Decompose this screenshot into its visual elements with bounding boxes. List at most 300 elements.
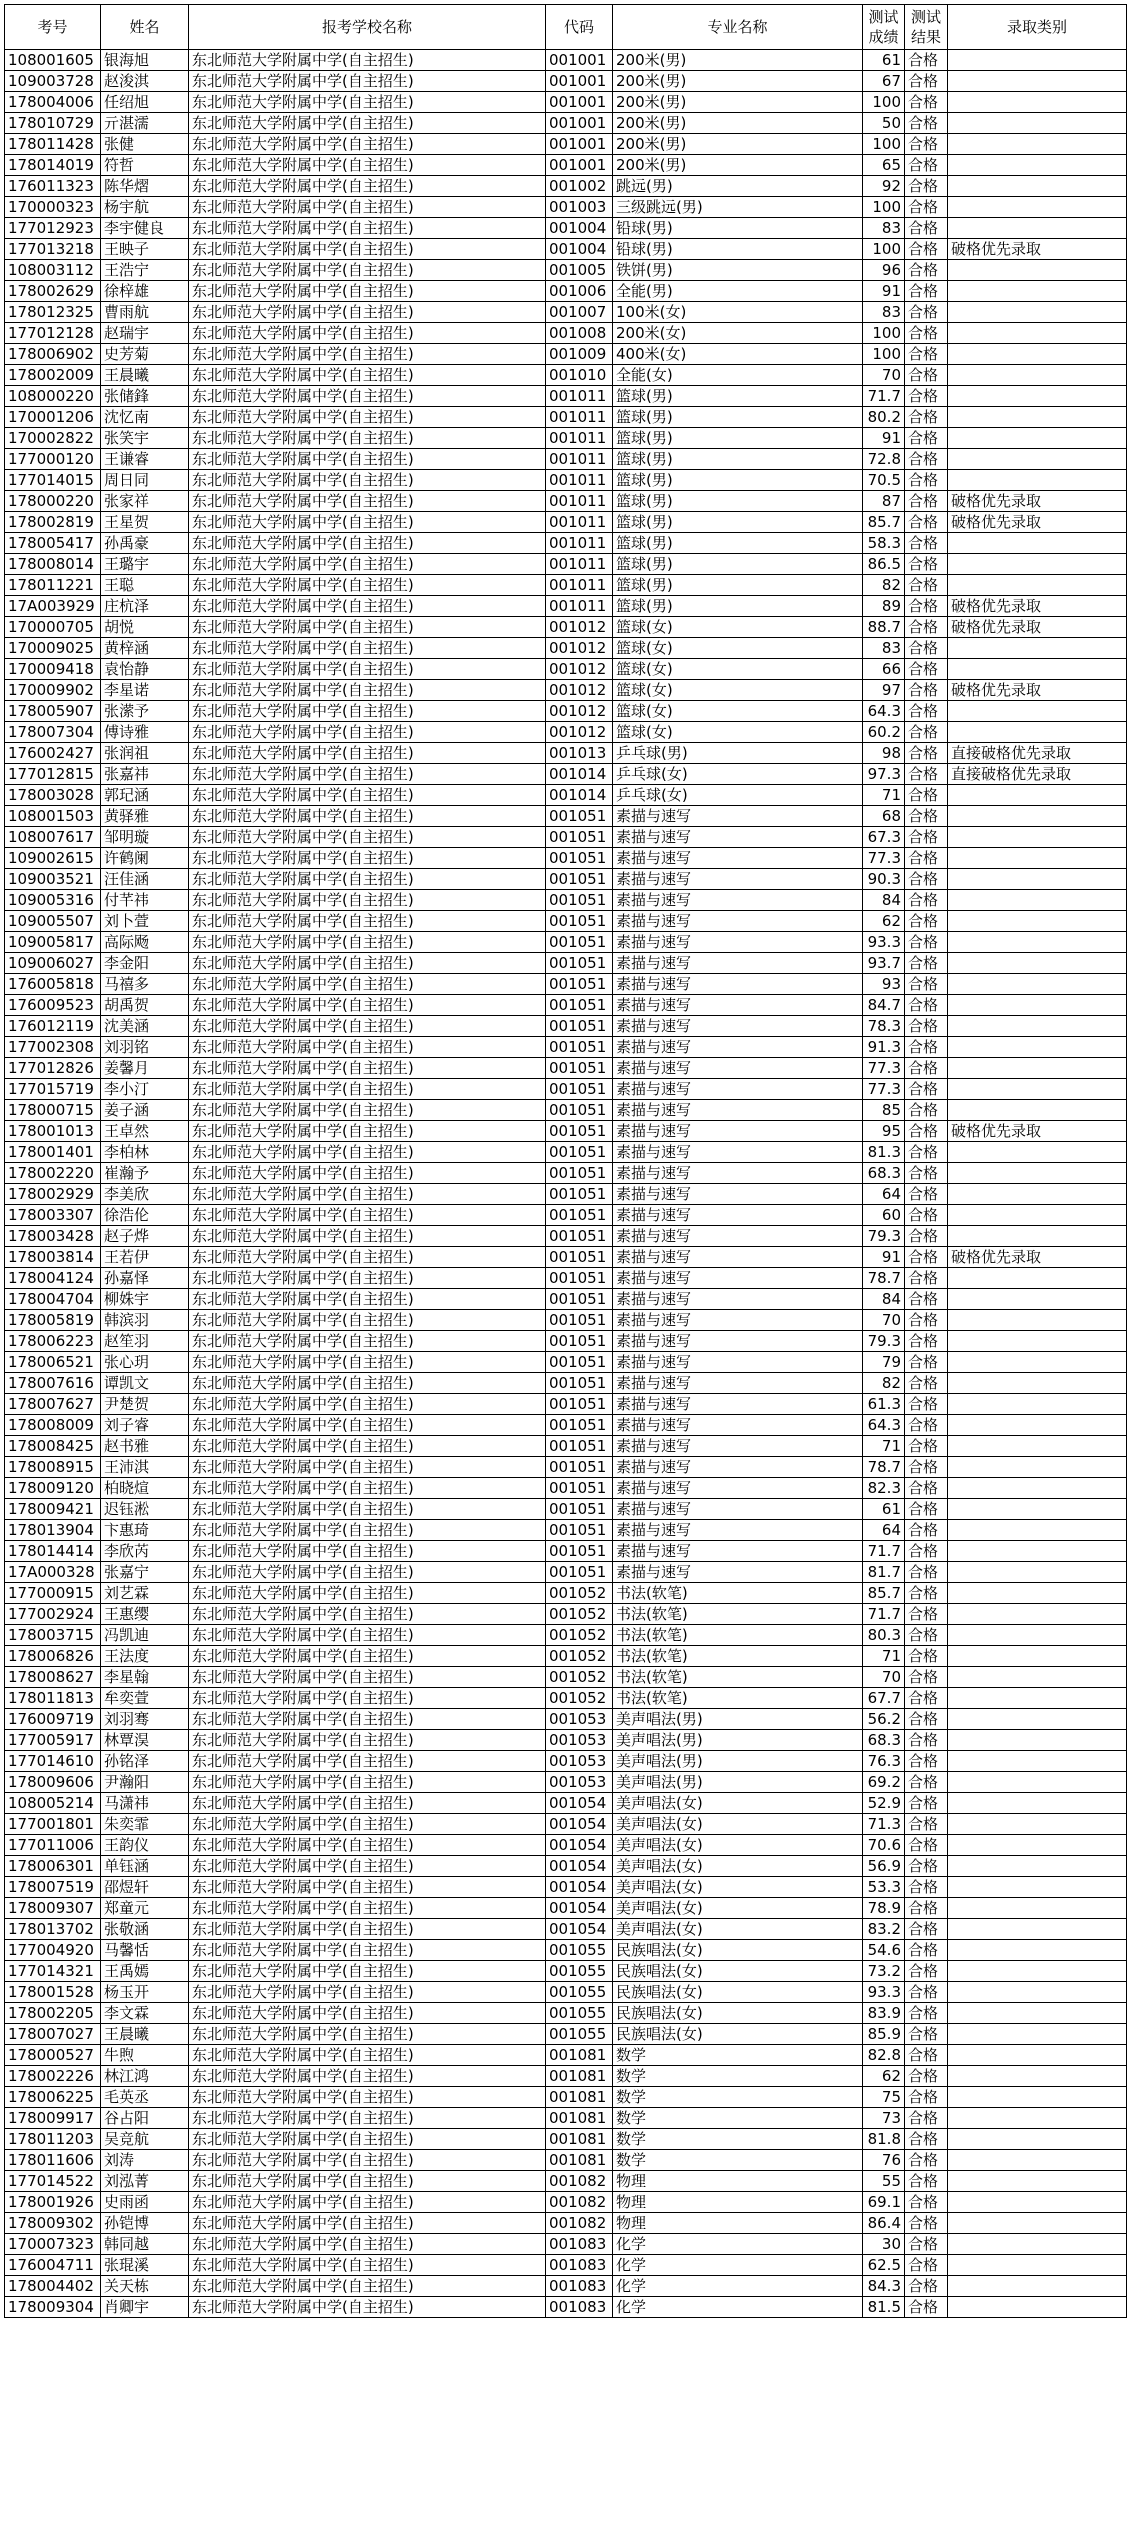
name-cell: 沈忆南 — [101, 407, 189, 428]
result-cell: 合格 — [905, 92, 948, 113]
table-row — [5, 806, 1127, 827]
result-cell: 合格 — [905, 890, 948, 911]
category-cell — [948, 701, 1127, 722]
code-cell: 001051 — [546, 848, 613, 869]
code-cell: 001052 — [546, 1604, 613, 1625]
name-cell: 王谦睿 — [101, 449, 189, 470]
result-cell: 合格 — [905, 1541, 948, 1562]
table-row — [5, 428, 1127, 449]
school-cell: 东北师范大学附属中学(自主招生) — [189, 1121, 546, 1142]
name-cell: 周日同 — [101, 470, 189, 491]
code-cell: 001081 — [546, 2066, 613, 2087]
result-cell: 合格 — [905, 911, 948, 932]
school-cell: 东北师范大学附属中学(自主招生) — [189, 1667, 546, 1688]
result-cell: 合格 — [905, 1751, 948, 1772]
major-cell: 美声唱法(男) — [613, 1751, 863, 1772]
code-cell: 001012 — [546, 638, 613, 659]
code-cell: 001083 — [546, 2297, 613, 2318]
school-cell: 东北师范大学附属中学(自主招生) — [189, 428, 546, 449]
school-cell: 东北师范大学附属中学(自主招生) — [189, 1352, 546, 1373]
name-cell: 马潇祎 — [101, 1793, 189, 1814]
table-row — [5, 2066, 1127, 2087]
major-cell: 素描与速写 — [613, 1310, 863, 1331]
code-cell: 001011 — [546, 449, 613, 470]
category-cell — [948, 2276, 1127, 2297]
major-cell: 素描与速写 — [613, 1457, 863, 1478]
exam-no-cell: 177002924 — [5, 1604, 101, 1625]
name-cell: 史雨函 — [101, 2192, 189, 2213]
major-cell: 篮球(男) — [613, 512, 863, 533]
score-cell: 90.3 — [863, 869, 905, 890]
school-cell: 东北师范大学附属中学(自主招生) — [189, 890, 546, 911]
score-cell: 71.7 — [863, 1604, 905, 1625]
name-cell: 柏晓煊 — [101, 1478, 189, 1499]
category-cell — [948, 806, 1127, 827]
score-cell: 96 — [863, 260, 905, 281]
school-cell: 东北师范大学附属中学(自主招生) — [189, 1730, 546, 1751]
result-cell: 合格 — [905, 1646, 948, 1667]
major-cell: 素描与速写 — [613, 1079, 863, 1100]
score-cell: 91 — [863, 428, 905, 449]
exam-no-cell: 108003112 — [5, 260, 101, 281]
result-cell: 合格 — [905, 134, 948, 155]
result-cell: 合格 — [905, 722, 948, 743]
table-row — [5, 953, 1127, 974]
name-cell: 刘卜萱 — [101, 911, 189, 932]
name-cell: 韩滨羽 — [101, 1310, 189, 1331]
table-row — [5, 1352, 1127, 1373]
name-cell: 黄梓涵 — [101, 638, 189, 659]
school-cell: 东北师范大学附属中学(自主招生) — [189, 1247, 546, 1268]
exam-no-cell: 178007627 — [5, 1394, 101, 1415]
score-cell: 77.3 — [863, 848, 905, 869]
school-cell: 东北师范大学附属中学(自主招生) — [189, 1877, 546, 1898]
score-cell: 81.7 — [863, 1562, 905, 1583]
code-cell: 001054 — [546, 1919, 613, 1940]
category-cell — [948, 1100, 1127, 1121]
exam-no-cell: 177011006 — [5, 1835, 101, 1856]
exam-no-cell: 109005507 — [5, 911, 101, 932]
score-cell: 97.3 — [863, 764, 905, 785]
score-cell: 60 — [863, 1205, 905, 1226]
table-row — [5, 260, 1127, 281]
school-cell: 东北师范大学附属中学(自主招生) — [189, 1163, 546, 1184]
code-cell: 001012 — [546, 680, 613, 701]
code-cell: 001054 — [546, 1856, 613, 1877]
school-cell: 东北师范大学附属中学(自主招生) — [189, 1142, 546, 1163]
category-cell — [948, 2129, 1127, 2150]
category-cell — [948, 1730, 1127, 1751]
result-cell: 合格 — [905, 680, 948, 701]
exam-no-cell: 178012325 — [5, 302, 101, 323]
score-cell: 100 — [863, 239, 905, 260]
school-cell: 东北师范大学附属中学(自主招生) — [189, 785, 546, 806]
table-row — [5, 2003, 1127, 2024]
major-cell: 素描与速写 — [613, 1142, 863, 1163]
code-cell: 001051 — [546, 1268, 613, 1289]
table-row — [5, 764, 1127, 785]
table-row — [5, 1499, 1127, 1520]
name-cell: 张家祥 — [101, 491, 189, 512]
table-row — [5, 1772, 1127, 1793]
major-cell: 民族唱法(女) — [613, 2024, 863, 2045]
result-cell: 合格 — [905, 1184, 948, 1205]
result-cell: 合格 — [905, 2045, 948, 2066]
school-cell: 东北师范大学附属中学(自主招生) — [189, 1709, 546, 1730]
category-cell — [948, 344, 1127, 365]
table-row — [5, 1604, 1127, 1625]
school-cell: 东北师范大学附属中学(自主招生) — [189, 1331, 546, 1352]
school-cell: 东北师范大学附属中学(自主招生) — [189, 1919, 546, 1940]
table-row — [5, 1982, 1127, 2003]
major-cell: 全能(男) — [613, 281, 863, 302]
school-cell: 东北师范大学附属中学(自主招生) — [189, 827, 546, 848]
name-cell: 林覃淏 — [101, 1730, 189, 1751]
score-cell: 52.9 — [863, 1793, 905, 1814]
school-cell: 东北师范大学附属中学(自主招生) — [189, 575, 546, 596]
code-cell: 001051 — [546, 1100, 613, 1121]
code-cell: 001051 — [546, 1247, 613, 1268]
score-cell: 83 — [863, 218, 905, 239]
exam-no-cell: 178006225 — [5, 2087, 101, 2108]
result-cell: 合格 — [905, 1205, 948, 1226]
category-cell — [948, 2255, 1127, 2276]
table-row — [5, 2129, 1127, 2150]
table-row — [5, 1877, 1127, 1898]
major-cell: 美声唱法(男) — [613, 1730, 863, 1751]
exam-no-cell: 178001013 — [5, 1121, 101, 1142]
result-cell: 合格 — [905, 1289, 948, 1310]
school-cell: 东北师范大学附属中学(自主招生) — [189, 2276, 546, 2297]
code-cell: 001051 — [546, 1037, 613, 1058]
exam-no-cell: 178011813 — [5, 1688, 101, 1709]
school-cell: 东北师范大学附属中学(自主招生) — [189, 71, 546, 92]
result-cell: 合格 — [905, 1079, 948, 1100]
result-cell: 合格 — [905, 596, 948, 617]
name-cell: 亓湛濡 — [101, 113, 189, 134]
major-cell: 民族唱法(女) — [613, 1982, 863, 2003]
major-cell: 铁饼(男) — [613, 260, 863, 281]
exam-no-cell: 170001206 — [5, 407, 101, 428]
result-cell: 合格 — [905, 1982, 948, 2003]
code-cell: 001055 — [546, 1940, 613, 1961]
category-cell — [948, 533, 1127, 554]
category-cell — [948, 176, 1127, 197]
code-cell: 001082 — [546, 2192, 613, 2213]
result-cell: 合格 — [905, 1016, 948, 1037]
code-cell: 001051 — [546, 1415, 613, 1436]
exam-no-cell: 176004711 — [5, 2255, 101, 2276]
school-cell: 东北师范大学附属中学(自主招生) — [189, 617, 546, 638]
result-cell: 合格 — [905, 1457, 948, 1478]
school-cell: 东北师范大学附属中学(自主招生) — [189, 2234, 546, 2255]
exam-no-cell: 177000915 — [5, 1583, 101, 1604]
score-cell: 67.7 — [863, 1688, 905, 1709]
code-cell: 001081 — [546, 2108, 613, 2129]
name-cell: 张琨溪 — [101, 2255, 189, 2276]
score-cell: 56.9 — [863, 1856, 905, 1877]
major-cell: 书法(软笔) — [613, 1667, 863, 1688]
major-cell: 全能(女) — [613, 365, 863, 386]
code-cell: 001051 — [546, 1373, 613, 1394]
exam-no-cell: 178006521 — [5, 1352, 101, 1373]
table-row — [5, 1898, 1127, 1919]
table-row — [5, 659, 1127, 680]
major-cell: 素描与速写 — [613, 995, 863, 1016]
table-row — [5, 1835, 1127, 1856]
major-cell: 美声唱法(女) — [613, 1856, 863, 1877]
school-cell: 东北师范大学附属中学(自主招生) — [189, 2150, 546, 2171]
school-cell: 东北师范大学附属中学(自主招生) — [189, 554, 546, 575]
code-cell: 001011 — [546, 428, 613, 449]
table-row — [5, 365, 1127, 386]
name-cell: 姜馨月 — [101, 1058, 189, 1079]
school-cell: 东北师范大学附属中学(自主招生) — [189, 386, 546, 407]
score-cell: 64.3 — [863, 701, 905, 722]
school-cell: 东北师范大学附属中学(自主招生) — [189, 2108, 546, 2129]
exam-no-cell: 177014015 — [5, 470, 101, 491]
name-cell: 王星贺 — [101, 512, 189, 533]
table-row — [5, 1541, 1127, 1562]
score-cell: 67 — [863, 71, 905, 92]
result-cell: 合格 — [905, 239, 948, 260]
exam-no-cell: 178003307 — [5, 1205, 101, 1226]
code-cell: 001051 — [546, 827, 613, 848]
score-cell: 78.9 — [863, 1898, 905, 1919]
exam-no-cell: 178001528 — [5, 1982, 101, 2003]
major-cell: 美声唱法(女) — [613, 1877, 863, 1898]
table-row — [5, 1583, 1127, 1604]
result-cell: 合格 — [905, 1625, 948, 1646]
table-row — [5, 302, 1127, 323]
header-exam-no: 考号 — [5, 5, 101, 50]
table-row — [5, 1100, 1127, 1121]
result-cell: 合格 — [905, 1331, 948, 1352]
major-cell: 素描与速写 — [613, 1478, 863, 1499]
score-cell: 56.2 — [863, 1709, 905, 1730]
major-cell: 素描与速写 — [613, 869, 863, 890]
major-cell: 美声唱法(女) — [613, 1919, 863, 1940]
school-cell: 东北师范大学附属中学(自主招生) — [189, 1982, 546, 2003]
table-row — [5, 1919, 1127, 1940]
major-cell: 数学 — [613, 2108, 863, 2129]
major-cell: 篮球(男) — [613, 470, 863, 491]
major-cell: 书法(软笔) — [613, 1604, 863, 1625]
code-cell: 001004 — [546, 239, 613, 260]
category-cell — [948, 428, 1127, 449]
result-cell: 合格 — [905, 1373, 948, 1394]
school-cell: 东北师范大学附属中学(自主招生) — [189, 1898, 546, 1919]
code-cell: 001052 — [546, 1667, 613, 1688]
score-cell: 80.3 — [863, 1625, 905, 1646]
name-cell: 孙铠博 — [101, 2213, 189, 2234]
school-cell: 东北师范大学附属中学(自主招生) — [189, 2045, 546, 2066]
exam-no-cell: 170002822 — [5, 428, 101, 449]
school-cell: 东北师范大学附属中学(自主招生) — [189, 1856, 546, 1877]
category-cell: 破格优先录取 — [948, 239, 1127, 260]
school-cell: 东北师范大学附属中学(自主招生) — [189, 533, 546, 554]
school-cell: 东北师范大学附属中学(自主招生) — [189, 1688, 546, 1709]
exam-no-cell: 109003521 — [5, 869, 101, 890]
code-cell: 001051 — [546, 1562, 613, 1583]
exam-no-cell: 17A003929 — [5, 596, 101, 617]
score-cell: 70 — [863, 1310, 905, 1331]
name-cell: 王卓然 — [101, 1121, 189, 1142]
category-cell: 破格优先录取 — [948, 1121, 1127, 1142]
category-cell — [948, 890, 1127, 911]
code-cell: 001012 — [546, 722, 613, 743]
table-row — [5, 1457, 1127, 1478]
school-cell: 东北师范大学附属中学(自主招生) — [189, 1562, 546, 1583]
name-cell: 胡禹贺 — [101, 995, 189, 1016]
exam-no-cell: 177001801 — [5, 1814, 101, 1835]
result-cell: 合格 — [905, 302, 948, 323]
score-cell: 62.5 — [863, 2255, 905, 2276]
major-cell: 素描与速写 — [613, 932, 863, 953]
score-cell: 55 — [863, 2171, 905, 2192]
table-row — [5, 1016, 1127, 1037]
name-cell: 朱奕霏 — [101, 1814, 189, 1835]
exam-no-cell: 178003715 — [5, 1625, 101, 1646]
code-cell: 001003 — [546, 197, 613, 218]
exam-no-cell: 178004006 — [5, 92, 101, 113]
code-cell: 001051 — [546, 806, 613, 827]
score-cell: 50 — [863, 113, 905, 134]
name-cell: 牟奕萱 — [101, 1688, 189, 1709]
major-cell: 篮球(女) — [613, 638, 863, 659]
school-cell: 东北师范大学附属中学(自主招生) — [189, 1814, 546, 1835]
table-row — [5, 1667, 1127, 1688]
score-cell: 66 — [863, 659, 905, 680]
result-cell: 合格 — [905, 1793, 948, 1814]
major-cell: 素描与速写 — [613, 1226, 863, 1247]
school-cell: 东北师范大学附属中学(自主招生) — [189, 2024, 546, 2045]
result-cell: 合格 — [905, 1835, 948, 1856]
score-cell: 93.7 — [863, 953, 905, 974]
category-cell — [948, 1604, 1127, 1625]
code-cell: 001051 — [546, 1079, 613, 1100]
result-cell: 合格 — [905, 1436, 948, 1457]
score-cell: 100 — [863, 92, 905, 113]
code-cell: 001053 — [546, 1772, 613, 1793]
result-cell: 合格 — [905, 974, 948, 995]
score-cell: 81.8 — [863, 2129, 905, 2150]
table-row — [5, 1625, 1127, 1646]
score-cell: 97 — [863, 680, 905, 701]
admission-results-table — [4, 4, 1127, 2318]
table-row — [5, 386, 1127, 407]
score-cell: 95 — [863, 1121, 905, 1142]
exam-no-cell: 176005818 — [5, 974, 101, 995]
category-cell — [948, 638, 1127, 659]
major-cell: 素描与速写 — [613, 1121, 863, 1142]
major-cell: 素描与速写 — [613, 1541, 863, 1562]
category-cell — [948, 1289, 1127, 1310]
name-cell: 李小汀 — [101, 1079, 189, 1100]
table-row — [5, 995, 1127, 1016]
school-cell: 东北师范大学附属中学(自主招生) — [189, 1016, 546, 1037]
code-cell: 001001 — [546, 50, 613, 71]
result-cell: 合格 — [905, 701, 948, 722]
major-cell: 篮球(女) — [613, 722, 863, 743]
score-cell: 61 — [863, 50, 905, 71]
score-cell: 85.7 — [863, 512, 905, 533]
table-row — [5, 1436, 1127, 1457]
score-cell: 92 — [863, 176, 905, 197]
exam-no-cell: 178002819 — [5, 512, 101, 533]
major-cell: 篮球(女) — [613, 659, 863, 680]
score-cell: 83 — [863, 638, 905, 659]
major-cell: 民族唱法(女) — [613, 1961, 863, 1982]
score-cell: 91.3 — [863, 1037, 905, 1058]
category-cell — [948, 1226, 1127, 1247]
result-cell: 合格 — [905, 785, 948, 806]
result-cell: 合格 — [905, 2276, 948, 2297]
code-cell: 001051 — [546, 932, 613, 953]
score-cell: 85 — [863, 1100, 905, 1121]
category-cell — [948, 1058, 1127, 1079]
table-row — [5, 1961, 1127, 1982]
table-row — [5, 1058, 1127, 1079]
code-cell: 001051 — [546, 1289, 613, 1310]
name-cell: 赵子烨 — [101, 1226, 189, 1247]
name-cell: 吴竞航 — [101, 2129, 189, 2150]
result-cell: 合格 — [905, 2129, 948, 2150]
exam-no-cell: 177012815 — [5, 764, 101, 785]
name-cell: 王若伊 — [101, 1247, 189, 1268]
code-cell: 001051 — [546, 1499, 613, 1520]
header-category: 录取类别 — [948, 5, 1127, 50]
score-cell: 93.3 — [863, 1982, 905, 2003]
name-cell: 许鹤阑 — [101, 848, 189, 869]
school-cell: 东北师范大学附属中学(自主招生) — [189, 1436, 546, 1457]
name-cell: 张润祖 — [101, 743, 189, 764]
major-cell: 素描与速写 — [613, 890, 863, 911]
school-cell: 东北师范大学附属中学(自主招生) — [189, 1415, 546, 1436]
exam-no-cell: 176002427 — [5, 743, 101, 764]
table-row — [5, 470, 1127, 491]
score-cell: 68.3 — [863, 1163, 905, 1184]
name-cell: 李柏林 — [101, 1142, 189, 1163]
category-cell — [948, 1142, 1127, 1163]
name-cell: 陈华熠 — [101, 176, 189, 197]
table-row — [5, 1793, 1127, 1814]
table-row — [5, 1709, 1127, 1730]
name-cell: 赵书雅 — [101, 1436, 189, 1457]
name-cell: 李星诺 — [101, 680, 189, 701]
table-row — [5, 2297, 1127, 2318]
table-row — [5, 638, 1127, 659]
major-cell: 素描与速写 — [613, 848, 863, 869]
result-cell: 合格 — [905, 2108, 948, 2129]
category-cell — [948, 281, 1127, 302]
exam-no-cell: 178002220 — [5, 1163, 101, 1184]
result-cell: 合格 — [905, 1163, 948, 1184]
major-cell: 篮球(女) — [613, 617, 863, 638]
score-cell: 65 — [863, 155, 905, 176]
major-cell: 篮球(男) — [613, 491, 863, 512]
category-cell — [948, 365, 1127, 386]
school-cell: 东北师范大学附属中学(自主招生) — [189, 1583, 546, 1604]
score-cell: 62 — [863, 911, 905, 932]
major-cell: 篮球(男) — [613, 596, 863, 617]
result-cell: 合格 — [905, 1415, 948, 1436]
result-cell: 合格 — [905, 1100, 948, 1121]
major-cell: 素描与速写 — [613, 1331, 863, 1352]
name-cell: 王聪 — [101, 575, 189, 596]
exam-no-cell: 178000527 — [5, 2045, 101, 2066]
score-cell: 86.5 — [863, 554, 905, 575]
